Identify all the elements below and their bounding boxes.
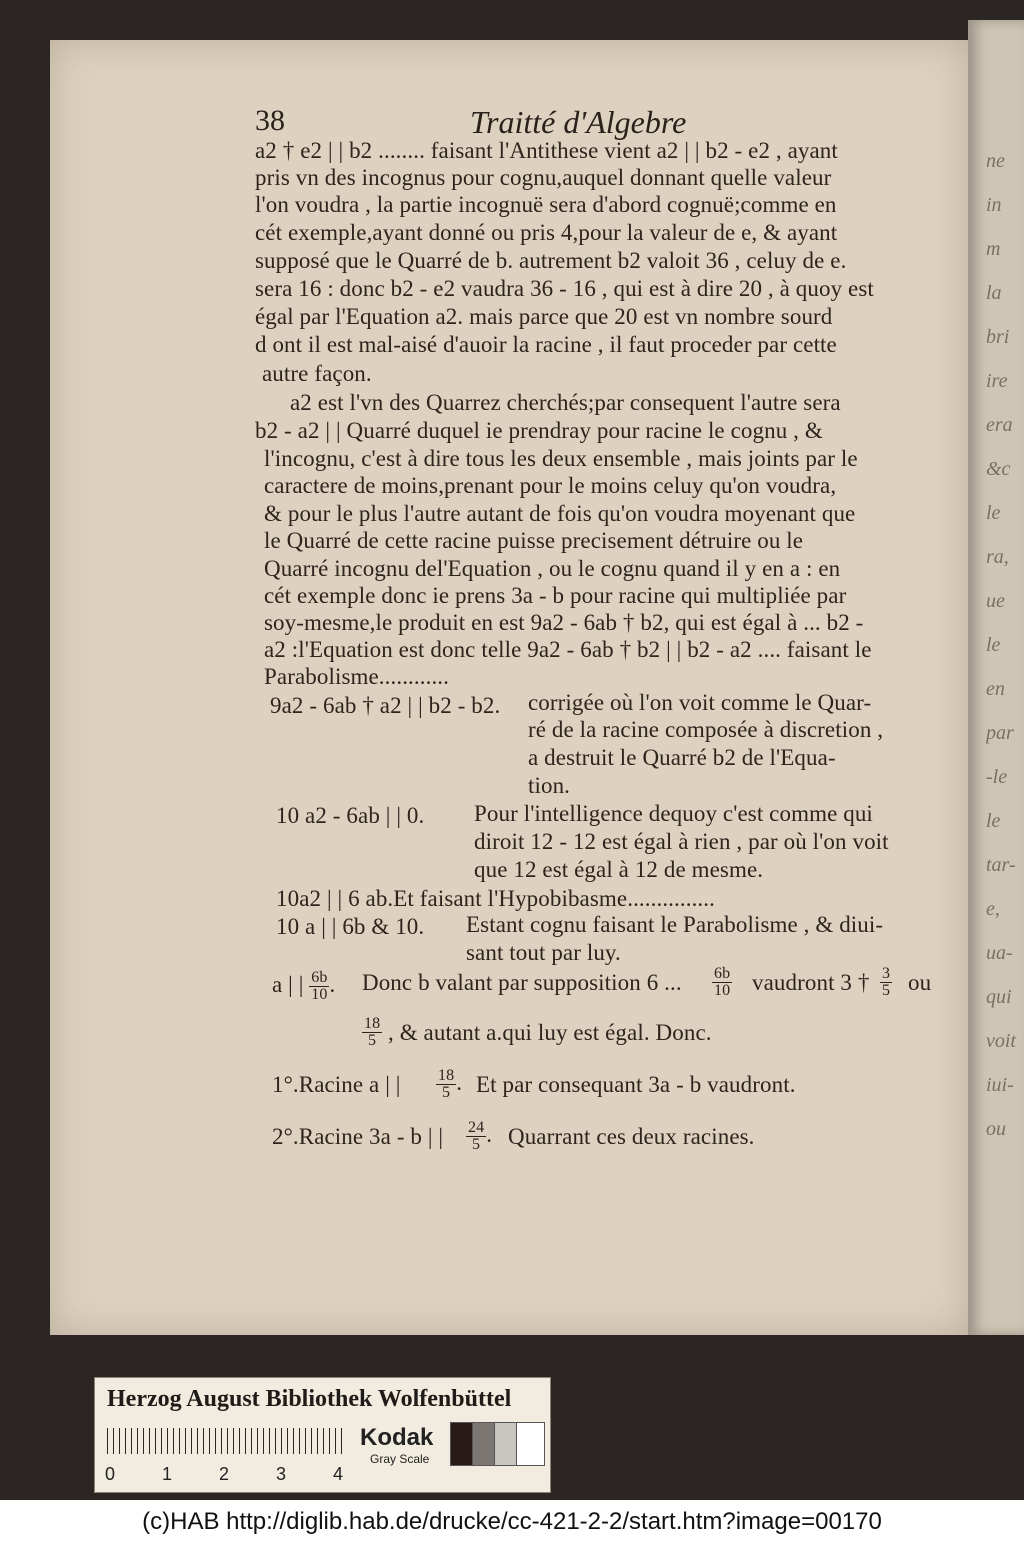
facing-page-fragment: m (986, 238, 1001, 260)
facing-page-fragment: le (986, 810, 1001, 832)
fraction: $\frac{24}{5}$ . (468, 1119, 493, 1153)
card-title: Herzog August Bibliothek Wolfenbüttel (107, 1386, 512, 1412)
gray-swatch (516, 1422, 545, 1466)
facing-page-fragment: bri (986, 326, 1010, 348)
running-head (255, 104, 715, 142)
gray-swatches (450, 1422, 538, 1464)
source-url: (c)HAB http://diglib.hab.de/drucke/cc-421-2-2/start.htm?image=00170 (142, 1508, 882, 1535)
text-line: égal par l'Equation a2. mais parce que 20 est vn nombre sourd (255, 304, 833, 329)
text-line: l'incognu, c'est à dire tous les deux ensemble , mais joints par le (264, 446, 858, 471)
text-line: tion. (528, 773, 571, 798)
text-line: Estant cognu faisant le Parabolisme , & diui- (466, 912, 884, 937)
facing-page-fragment: ire (986, 370, 1008, 392)
facing-page-fragment: ou (986, 1118, 1006, 1140)
text-line: sant tout par luy. (466, 940, 621, 965)
text-line: Et par consequant 3a - b vaudront. (476, 1072, 796, 1097)
facing-page-edge (968, 20, 1024, 1335)
text-line: d ont il est mal-aisé d'auoir la racine , il faut proceder par cette (255, 332, 837, 357)
text-line: supposé que le Quarré de b. autrement b2 valoit 36 , celuy de e. (255, 248, 847, 273)
text-line: autre façon. (262, 361, 372, 386)
text-line: a destruit le Quarré b2 de l'Equa- (528, 745, 836, 770)
text-line: Quarrant ces deux racines. (508, 1124, 755, 1149)
text-line: ou (908, 970, 932, 995)
text-line: b2 - a2 | | Quarré duquel ie prendray pour racine le cognu , & (255, 418, 823, 443)
facing-page-fragment: in (986, 194, 1002, 216)
text-line: cét exemple,ayant donné ou pris 4,pour la valeur de e, & ayant (255, 220, 838, 245)
page-number: 38 (255, 104, 285, 137)
facing-page-fragment: ue (986, 590, 1005, 612)
page-title: Traitté d'Algebre (470, 104, 687, 140)
facing-page-fragment: -le (986, 766, 1008, 788)
equation: a | | $\frac{6b}{10}$ . (272, 969, 336, 1003)
facing-page-fragment: la (986, 282, 1002, 304)
text-line: pris vn des incognus pour cognu,auquel donnant quelle valeur (255, 165, 832, 190)
facing-page-fragment: qui (986, 986, 1012, 1008)
ruler-scale (107, 1428, 345, 1454)
text-line: , & autant a.qui luy est égal. Donc. (388, 1020, 712, 1045)
text-line: 1°.Racine a | | (272, 1072, 401, 1097)
text-line: & pour le plus l'autre autant de fois qu'on voudra moyenant que (264, 501, 856, 526)
text-line: Pour l'intelligence dequoy c'est comme qui (474, 801, 873, 826)
facing-page-fragment: le (986, 634, 1001, 656)
gray-scale-label: Gray Scale (370, 1452, 430, 1466)
text-line: soy-mesme,le produit en est 9a2 - 6ab † b2, qui est égal à ... b2 - (264, 610, 864, 635)
text-line: caractere de moins,prenant pour le moins celuy qu'on voudra, (264, 473, 837, 498)
text-line: Quarré incognu del'Equation , ou le cognu quand il y en a : en (264, 556, 841, 581)
facing-page-fragment: voit (986, 1030, 1016, 1052)
facing-page-fragment: ua- (986, 942, 1013, 964)
text-line: diroit 12 - 12 est égal à rien , par où l'on voit (474, 829, 889, 854)
text-line: ré de la racine composée à discretion , (528, 717, 884, 742)
fraction: $\frac{6b}{10}$ (311, 969, 328, 1003)
text-line: vaudront 3 † (752, 970, 870, 995)
kodak-logo: Kodak (360, 1424, 434, 1451)
facing-page-fragment: tar- (986, 854, 1016, 876)
text-line: Parabolisme............ (264, 664, 449, 689)
fraction: $\frac{18}{5}$ . (438, 1067, 463, 1101)
equation: 10a2 | | 6 ab.Et faisant l'Hypobibasme............... (276, 886, 715, 911)
text-line: a2 est l'vn des Quarrez cherchés;par consequent l'autre sera (290, 390, 841, 415)
text-line: a2 :l'Equation est donc telle 9a2 - 6ab † b2 | | b2 - a2 .... faisant le (264, 637, 872, 662)
fraction: $\frac{6b}{10}$ (714, 965, 731, 999)
facing-page-fragment: ne (986, 150, 1005, 172)
facing-page-fragment: par (986, 722, 1014, 744)
facing-page-fragment: e, (986, 898, 1000, 920)
text-line: corrigée où l'on voit comme le Quar- (528, 690, 872, 715)
fraction: $\frac{18}{5}$ (364, 1015, 381, 1049)
text-line: l'on voudra , la partie incognuë sera d'abord cognuë;comme en (255, 192, 837, 217)
ruler-numbers: 0 1 2 3 4 (105, 1464, 344, 1484)
facing-page-fragment: iui- (986, 1074, 1014, 1096)
facing-page-fragment: en (986, 678, 1005, 700)
fraction: $\frac{3}{5}$ (882, 965, 891, 999)
text-line: Donc b valant par supposition 6 ... (362, 970, 682, 995)
equation: 9a2 - 6ab † a2 | | b2 - b2. (270, 693, 501, 718)
text-line: que 12 est égal à 12 de mesme. (474, 857, 764, 882)
equation: 10 a2 - 6ab | | 0. (276, 803, 425, 828)
text-line: sera 16 : donc b2 - e2 vaudra 36 - 16 , qui est à dire 20 , à quoy est (255, 276, 874, 301)
facing-page-fragment: le (986, 502, 1001, 524)
text-line: cét exemple donc ie prens 3a - b pour racine qui multipliée par (264, 583, 847, 608)
text-line: 2°.Racine 3a - b | | (272, 1124, 444, 1149)
facing-page-fragment: &c (986, 458, 1011, 480)
equation: 10 a | | 6b & 10. (276, 914, 425, 939)
color-calibration-card (94, 1377, 551, 1493)
text-line: a2 † e2 | | b2 ........ faisant l'Antithese vient a2 | | b2 - e2 , ayant (255, 138, 838, 163)
text-line: le Quarré de cette racine puisse precisement détruire ou le (264, 528, 804, 553)
facing-page-fragment: era (986, 414, 1013, 436)
facing-page-fragment: ra, (986, 546, 1009, 568)
